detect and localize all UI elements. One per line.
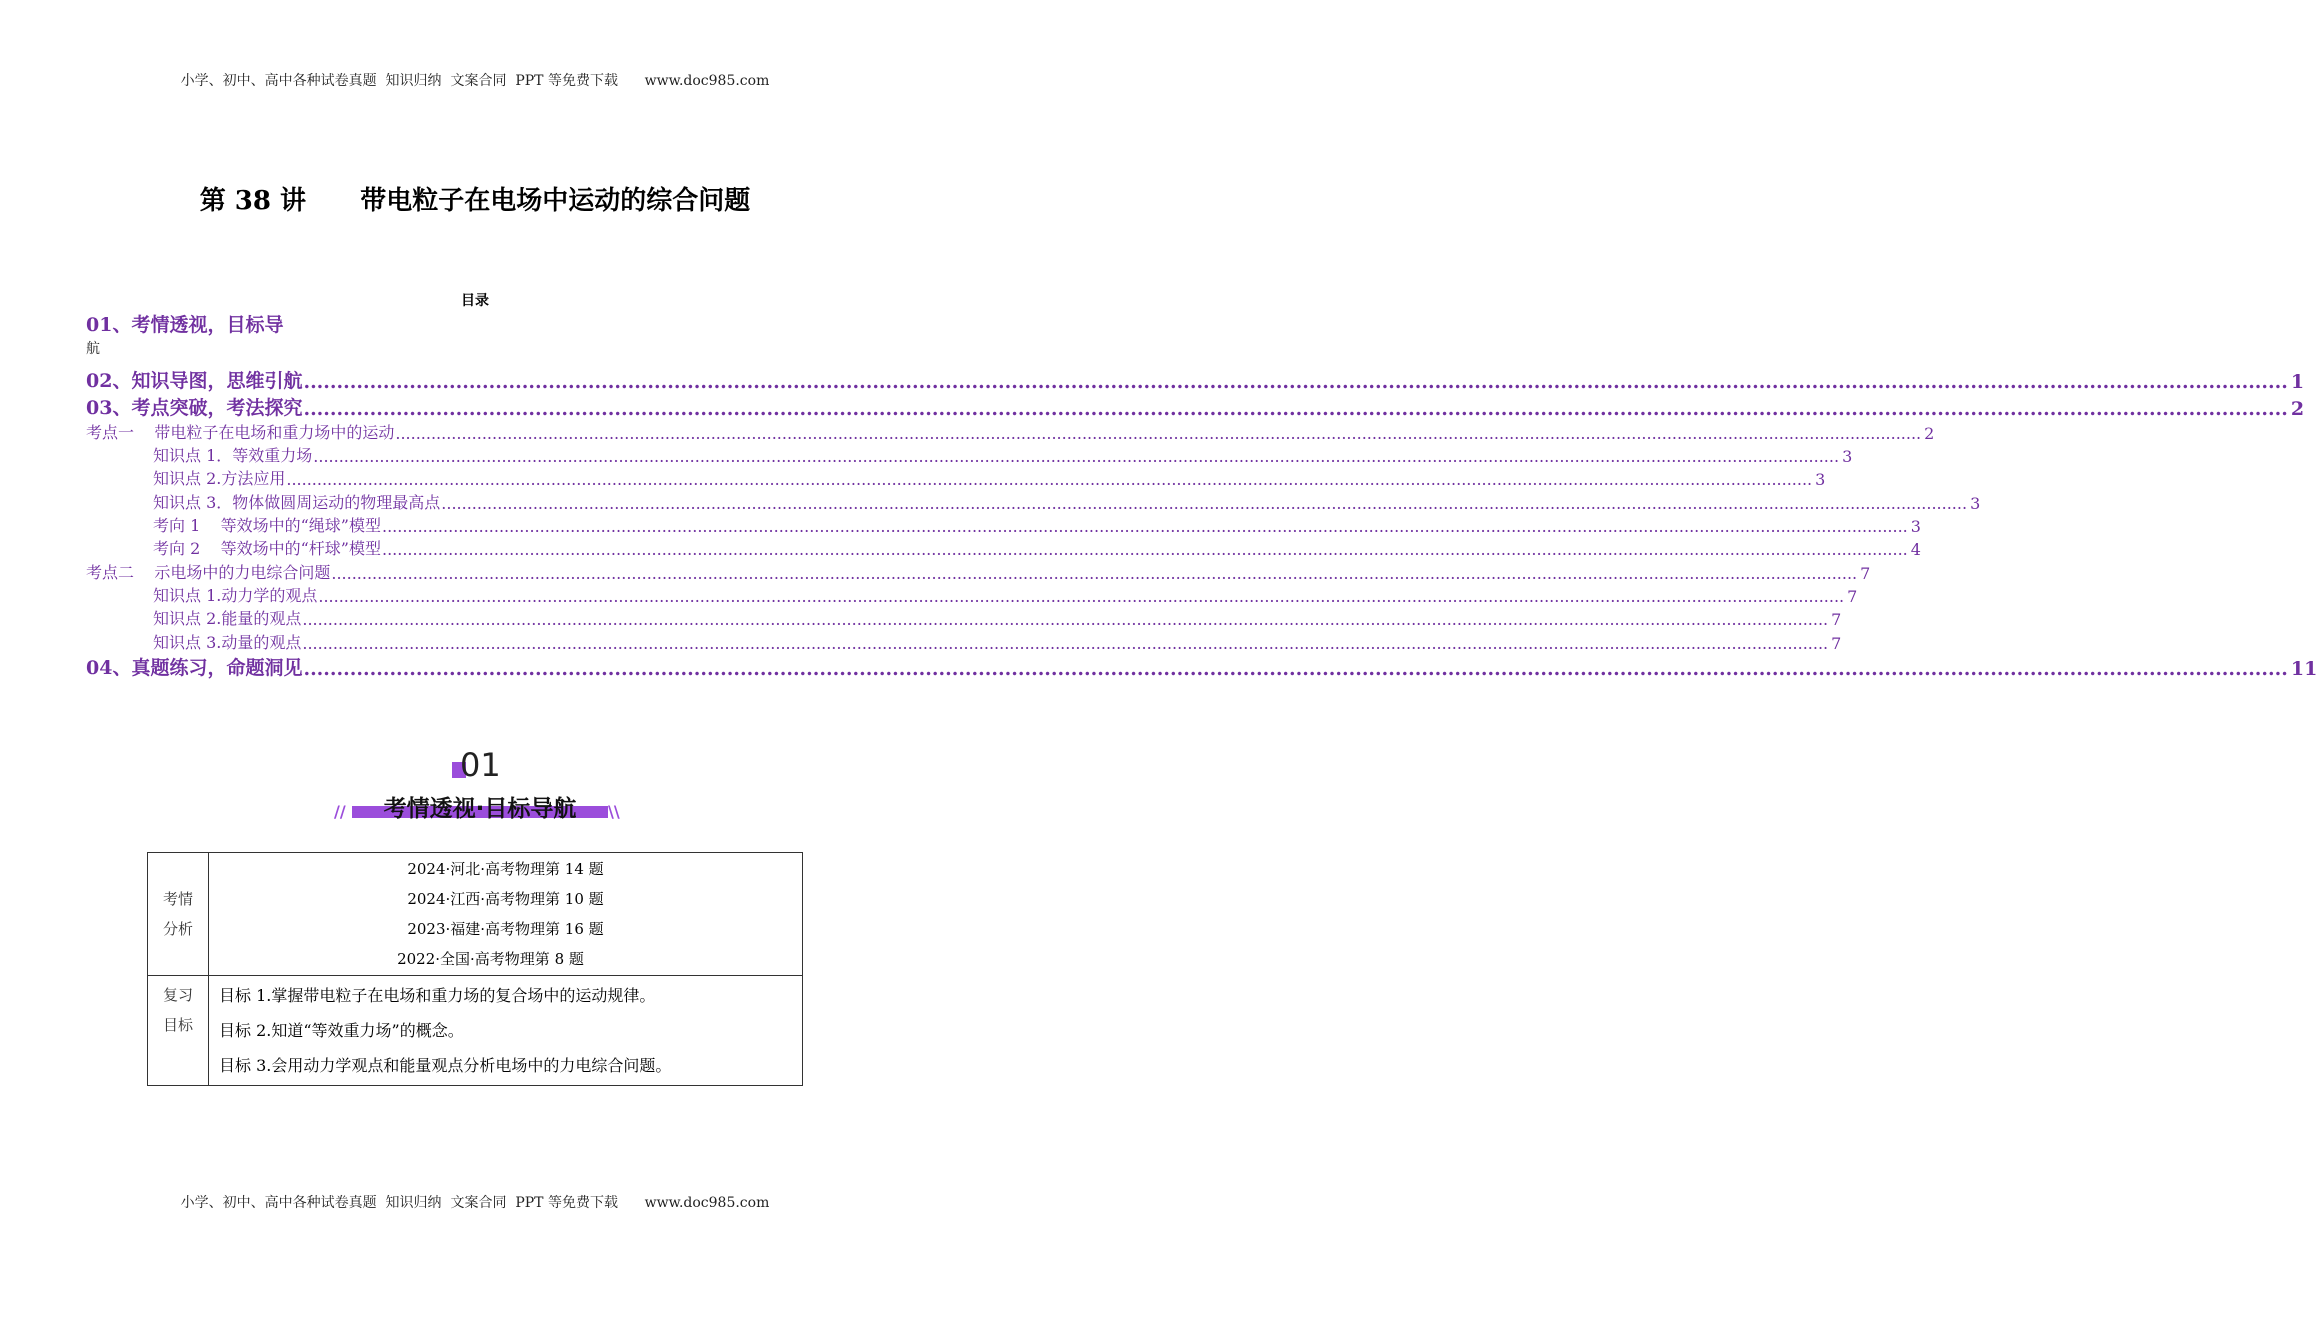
toc-leader-dots: ............................................................................................................................................................................................................................................................................................................: [303, 658, 2288, 680]
exam-sources: [209, 853, 803, 976]
toc-entry-label: 考向 2 等效场中的“杆球”模型: [153, 539, 381, 558]
toc-entry-kaodian-1[interactable]: [86, 420, 1935, 443]
toc-page-number: 4: [1910, 540, 1921, 559]
toc-entry-label: 考点一 带电粒子在电场和重力场中的运动: [86, 423, 395, 442]
toc-entry-label: 04、真题练习，命题洞见: [86, 657, 303, 679]
toc-entry-03[interactable]: [86, 393, 2305, 420]
toc-entry-label: 知识点 3．物体做圆周运动的物理最高点: [153, 493, 441, 512]
page-header: 小学、初中、高中各种试卷真题 知识归纳 文案合同 PPT 等免费下载 www.doc985.com: [180, 73, 770, 89]
toc-leader-dots: ............................................................................................................................................................................................................................................................................................................: [395, 424, 1922, 443]
row-label-line: 复习: [162, 986, 193, 1004]
toc-heading: 目录: [461, 293, 489, 309]
toc-leader-dots: ............................................................................................................................................................................................................................................................................................................: [303, 398, 2288, 420]
toc-page-number: 7: [1847, 587, 1858, 606]
toc-page-number: 3: [1842, 447, 1853, 466]
toc-entry-zhishidian-2[interactable]: [153, 466, 1826, 489]
exam-source: 2024·江西·高考物理第 10 题: [407, 890, 604, 908]
toc-leader-dots: ............................................................................................................................................................................................................................................................................................................: [381, 540, 1908, 559]
toc-leader-dots: ............................................................................................................................................................................................................................................................................................................: [302, 634, 1829, 653]
toc-page-number: 1: [2290, 371, 2305, 393]
toc-entry-zhishidian-1[interactable]: [153, 443, 1853, 466]
toc-entry-kaodian-2[interactable]: [86, 560, 1871, 583]
toc-entry-label: 知识点 2.能量的观点: [153, 609, 302, 628]
goal-item: 目标 1.掌握带电粒子在电场和重力场的复合场中的运动规律。: [219, 986, 656, 1005]
toc-page-number: 11: [2290, 658, 2317, 680]
toc-entry-label: 考点二 示电场中的力电综合问题: [86, 563, 331, 582]
toc-page-number: 3: [1910, 517, 1921, 536]
table-row: [148, 853, 803, 976]
toc-entry-zhishidian-2-2[interactable]: [153, 606, 1842, 629]
exam-source: 2023·福建·高考物理第 16 题: [407, 920, 604, 938]
toc-entry-zhishidian-2-1[interactable]: [153, 583, 1858, 606]
row-label-line: 目标: [162, 1016, 193, 1034]
row-label-analysis: [148, 853, 209, 976]
toc-entry-kaoxiang-2[interactable]: [153, 536, 1921, 559]
toc-leader-dots: ............................................................................................................................................................................................................................................................................................................: [331, 564, 1858, 583]
toc-entry-02[interactable]: [86, 366, 2305, 393]
toc-entry-label: 知识点 1．等效重力场: [153, 446, 313, 465]
row-label-goals: [148, 976, 209, 1086]
exam-source: 2022·全国·高考物理第 8 题: [397, 950, 584, 968]
toc-page-number: 3: [1970, 494, 1981, 513]
toc-entry-zhishidian-2-3[interactable]: [153, 630, 1842, 653]
row-label-line: 考情: [162, 890, 193, 908]
toc-leader-dots: ............................................................................................................................................................................................................................................................................................................: [318, 587, 1845, 606]
row-label-line: 分析: [162, 920, 193, 938]
toc-entry-label: 01、考情透视，目标导: [86, 314, 284, 336]
toc-entry-label: 02、知识导图，思维引航: [86, 370, 303, 392]
toc-leader-dots: ............................................................................................................................................................................................................................................................................................................: [313, 447, 1840, 466]
toc-entry-zhishidian-3[interactable]: [153, 490, 1981, 513]
section-title: 考情透视·目标导航: [383, 796, 577, 822]
toc-leader-dots: ............................................................................................................................................................................................................................................................................................................: [441, 494, 1968, 513]
toc-entry-01[interactable]: [86, 310, 864, 337]
page-footer: 小学、初中、高中各种试卷真题 知识归纳 文案合同 PPT 等免费下载 www.doc985.com: [180, 1195, 770, 1211]
toc-page-number: 3: [1815, 470, 1826, 489]
toc-leader-dots: ............................................................................................................................................................................................................................................................................................................: [381, 517, 1908, 536]
page-title: 第 38 讲 带电粒子在电场中运动的综合问题: [199, 186, 751, 216]
toc-leader-dots: ............................................................................................................................................................................................................................................................................................................: [302, 610, 1829, 629]
exam-source: 2024·河北·高考物理第 14 题: [407, 860, 604, 878]
toc-entry-01-wrap: 航: [86, 341, 100, 357]
toc-entry-label: 知识点 1.动力学的观点: [153, 586, 318, 605]
toc-page-number: 7: [1831, 610, 1842, 629]
toc-leader-dots: ............................................................................................................................................................................................................................................................................................................: [286, 470, 1813, 489]
toc-entry-label: 知识点 2.方法应用: [153, 469, 286, 488]
goal-item: 目标 2.知道“等效重力场”的概念。: [219, 1021, 464, 1040]
section-slash-right: \\: [608, 802, 620, 821]
toc-entry-label: 03、考点突破，考法探究: [86, 397, 303, 419]
section-title-band: [352, 794, 608, 820]
review-goals: [209, 976, 803, 1086]
goal-item: 目标 3.会用动力学观点和能量观点分析电场中的力电综合问题。: [219, 1056, 672, 1075]
toc-page-number: 2: [2290, 398, 2305, 420]
table-row: [148, 976, 803, 1086]
toc-leader-dots: ............................................................................................................................................................................................................................................................................................................: [303, 371, 2288, 393]
toc-page-number: 2: [1924, 424, 1935, 443]
toc-entry-label: 知识点 3.动量的观点: [153, 633, 302, 652]
toc-entry-kaoxiang-1[interactable]: [153, 513, 1921, 536]
exam-analysis-table: [147, 852, 803, 1086]
section-number: 01: [460, 746, 501, 784]
toc-page-number: 7: [1860, 564, 1871, 583]
toc-entry-label: 考向 1 等效场中的“绳球”模型: [153, 516, 381, 535]
toc-page-number: 7: [1831, 634, 1842, 653]
section-slash-left: //: [334, 802, 346, 821]
toc-entry-04[interactable]: [86, 653, 2317, 680]
